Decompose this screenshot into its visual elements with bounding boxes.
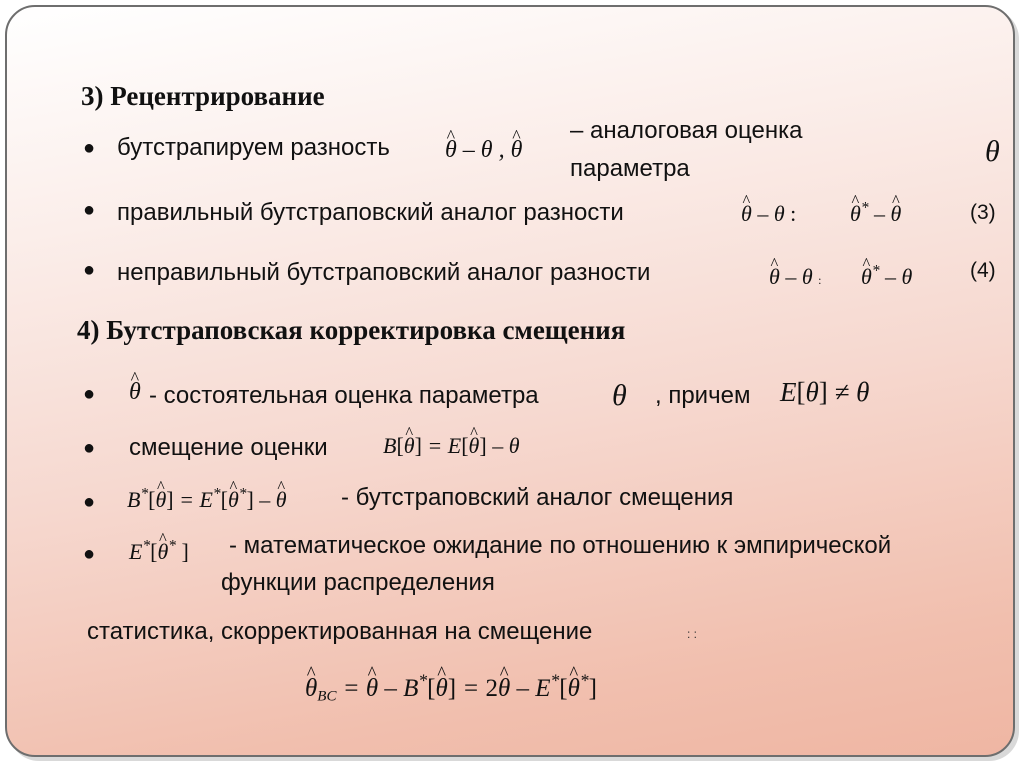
formula-theta-hat: ^ θ [129,379,141,406]
formula-bullet2-right: ^ θ* – ^ θ [850,201,901,227]
formula-bias: B[^ θ] = E[^ θ] – θ [383,433,520,459]
formula-bullet3-left: ^ θ – θ : [769,264,821,290]
section4-bullet2-text: смещение оценки [129,434,328,461]
section3-bullet1-text: бутстрапируем разность [117,134,390,161]
formula-expectation-ne-theta: E[θ] ≠ θ [780,377,870,407]
bullet-dot: ● [83,199,96,221]
statistic-colon: : : [687,627,698,641]
bullet-dot: ● [83,491,96,513]
bullet-dot: ● [83,259,96,281]
formula-theta: θ [985,135,1000,168]
equation-number-4: (4) [970,259,996,282]
equation-number-3: (3) [970,201,996,224]
slide [5,5,1015,757]
bullet-dot: ● [83,437,96,459]
formula-bullet2-left: ^ θ – θ : [741,201,796,227]
section3-bullet1-suffix-line1: – аналоговая оценка [570,117,803,144]
section3-bullet1-suffix-line2: параметра [570,155,690,182]
formula-bootstrap-expectation: E*[^ θ* ] [129,539,189,565]
section3-bullet3-text: неправильный бутстраповский аналог разности [117,259,651,286]
formula-bullet3-right: ^ θ* – θ [861,264,912,290]
bullet-dot: ● [83,137,96,159]
section4-bullet3-text: - бутстраповский аналог смещения [341,484,734,511]
section4-bullet4-line1: - математическое ожидание по отношению к эмпирической [229,532,892,559]
section4-title: 4) Бутстраповская корректировка смещения [77,315,626,345]
section3-bullet2-text: правильный бутстраповский аналог разности [117,199,624,226]
section3-title: 3) Рецентрирование [81,81,325,111]
statistic-text: статистика, скорректированная на смещение [87,618,593,645]
section4-bullet1-text: - состоятельная оценка параметра [149,382,539,409]
formula-bias-corrected: ^ $\theta_{BC}$ = ^ θ – B*[^ θ] = 2^ θ – E*[^ θ*] [305,675,597,703]
bullet-dot: ● [83,383,96,405]
formula-theta-hat-minus-theta: ^ θ – θ , ^ θ [445,137,522,164]
bullet-dot: ● [83,543,96,565]
formula-bootstrap-bias: B*[^ θ] = E*[^ θ*] – ^ θ [127,487,287,513]
formula-theta-param: θ [612,379,627,412]
section4-bullet1-mid: , причем [655,382,751,409]
section4-bullet4-line2: функции распределения [221,569,495,596]
